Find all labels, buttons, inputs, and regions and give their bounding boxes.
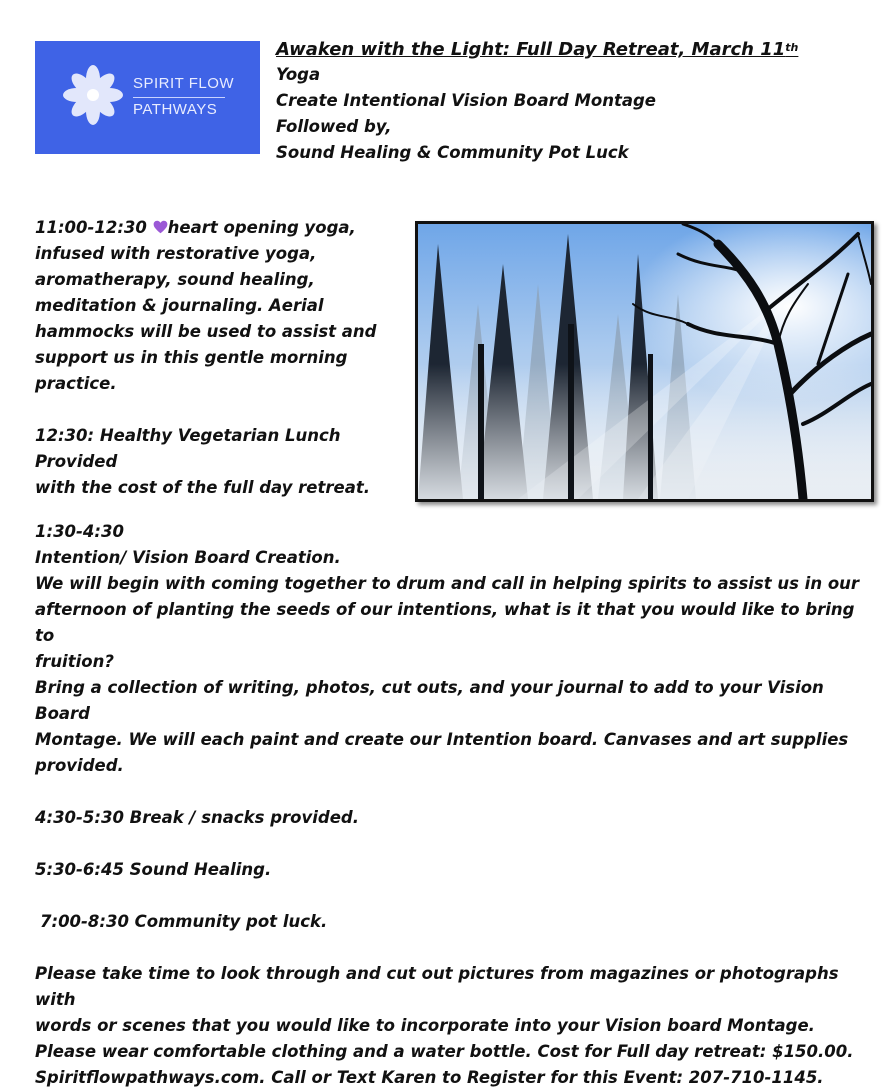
afternoon-section bbox=[35, 519, 875, 1091]
afternoon-line: Bring a collection of writing, photos, cut outs, and your journal to add to your Vision Board bbox=[35, 678, 824, 723]
lunch-line: with the cost of the full day retreat. bbox=[35, 478, 370, 497]
morning-line: meditation & journaling. Aerial bbox=[35, 296, 324, 315]
spacer bbox=[35, 883, 875, 909]
morning-line: support us in this gentle morning bbox=[35, 348, 348, 367]
misty-forest-photo bbox=[415, 221, 874, 502]
header-line-followed-by: Followed by, bbox=[276, 117, 392, 136]
event-title-superscript: th bbox=[785, 41, 799, 54]
morning-line: aromatherapy, sound healing, bbox=[35, 270, 315, 289]
logo-divider bbox=[133, 97, 225, 98]
header-line-sound-healing: Sound Healing & Community Pot Luck bbox=[276, 143, 629, 162]
logo-text-line2: PATHWAYS bbox=[133, 101, 218, 118]
morning-line: hammocks will be used to assist and bbox=[35, 322, 377, 341]
footer-line: Please take time to look through and cut out pictures from magazines or photographs with bbox=[35, 964, 839, 1009]
morning-line: practice. bbox=[35, 374, 117, 393]
spacer bbox=[35, 779, 875, 805]
morning-line: infused with restorative yoga, bbox=[35, 244, 317, 263]
sound-healing-line: 5:30-6:45 Sound Healing. bbox=[35, 860, 272, 879]
spirit-flow-logo bbox=[35, 41, 260, 154]
afternoon-line: 1:30-4:30 bbox=[35, 522, 124, 541]
afternoon-line: Montage. We will each paint and create our Intention board. Canvases and art supplies bbox=[35, 730, 849, 749]
break-line: 4:30-5:30 Break / snacks provided. bbox=[35, 808, 359, 827]
event-header bbox=[276, 38, 876, 166]
morning-line-text: heart opening yoga, bbox=[167, 218, 356, 237]
footer-line: Please wear comfortable clothing and a water bottle. Cost for Full day retreat: $150.00. bbox=[35, 1042, 854, 1061]
header-line-vision-board: Create Intentional Vision Board Montage bbox=[276, 91, 656, 110]
afternoon-line: fruition? bbox=[35, 652, 114, 671]
afternoon-line: provided. bbox=[35, 756, 124, 775]
potluck-line: 7:00-8:30 Community pot luck. bbox=[40, 912, 328, 931]
spacer bbox=[35, 935, 875, 961]
footer-line: words or scenes that you would like to incorporate into your Vision board Montage. bbox=[35, 1016, 815, 1035]
header-line-yoga: Yoga bbox=[276, 65, 321, 84]
event-title-text: Awaken with the Light: Full Day Retreat, March 11 bbox=[276, 39, 786, 60]
spacer bbox=[35, 831, 875, 857]
morning-line bbox=[35, 215, 410, 241]
event-title bbox=[276, 38, 876, 62]
afternoon-line: We will begin with coming together to drum and call in helping spirits to assist us in our bbox=[35, 574, 860, 593]
purple-heart-icon bbox=[153, 220, 168, 234]
morning-section bbox=[35, 215, 410, 501]
morning-time: 11:00-12:30 bbox=[35, 218, 147, 237]
afternoon-line: afternoon of planting the seeds of our intentions, what is it that you would like to bring to bbox=[35, 600, 855, 645]
afternoon-line: Intention/ Vision Board Creation. bbox=[35, 548, 341, 567]
spacer bbox=[35, 397, 410, 423]
lunch-line: 12:30: Healthy Vegetarian Lunch Provided bbox=[35, 426, 341, 471]
lotus-flower-icon bbox=[61, 63, 125, 127]
footer-line: Spiritflowpathways.com. Call or Text Karen to Register for this Event: 207-710-1145. bbox=[35, 1068, 824, 1087]
logo-text-line1: SPIRIT FLOW bbox=[133, 75, 235, 92]
forest-image bbox=[418, 224, 871, 499]
